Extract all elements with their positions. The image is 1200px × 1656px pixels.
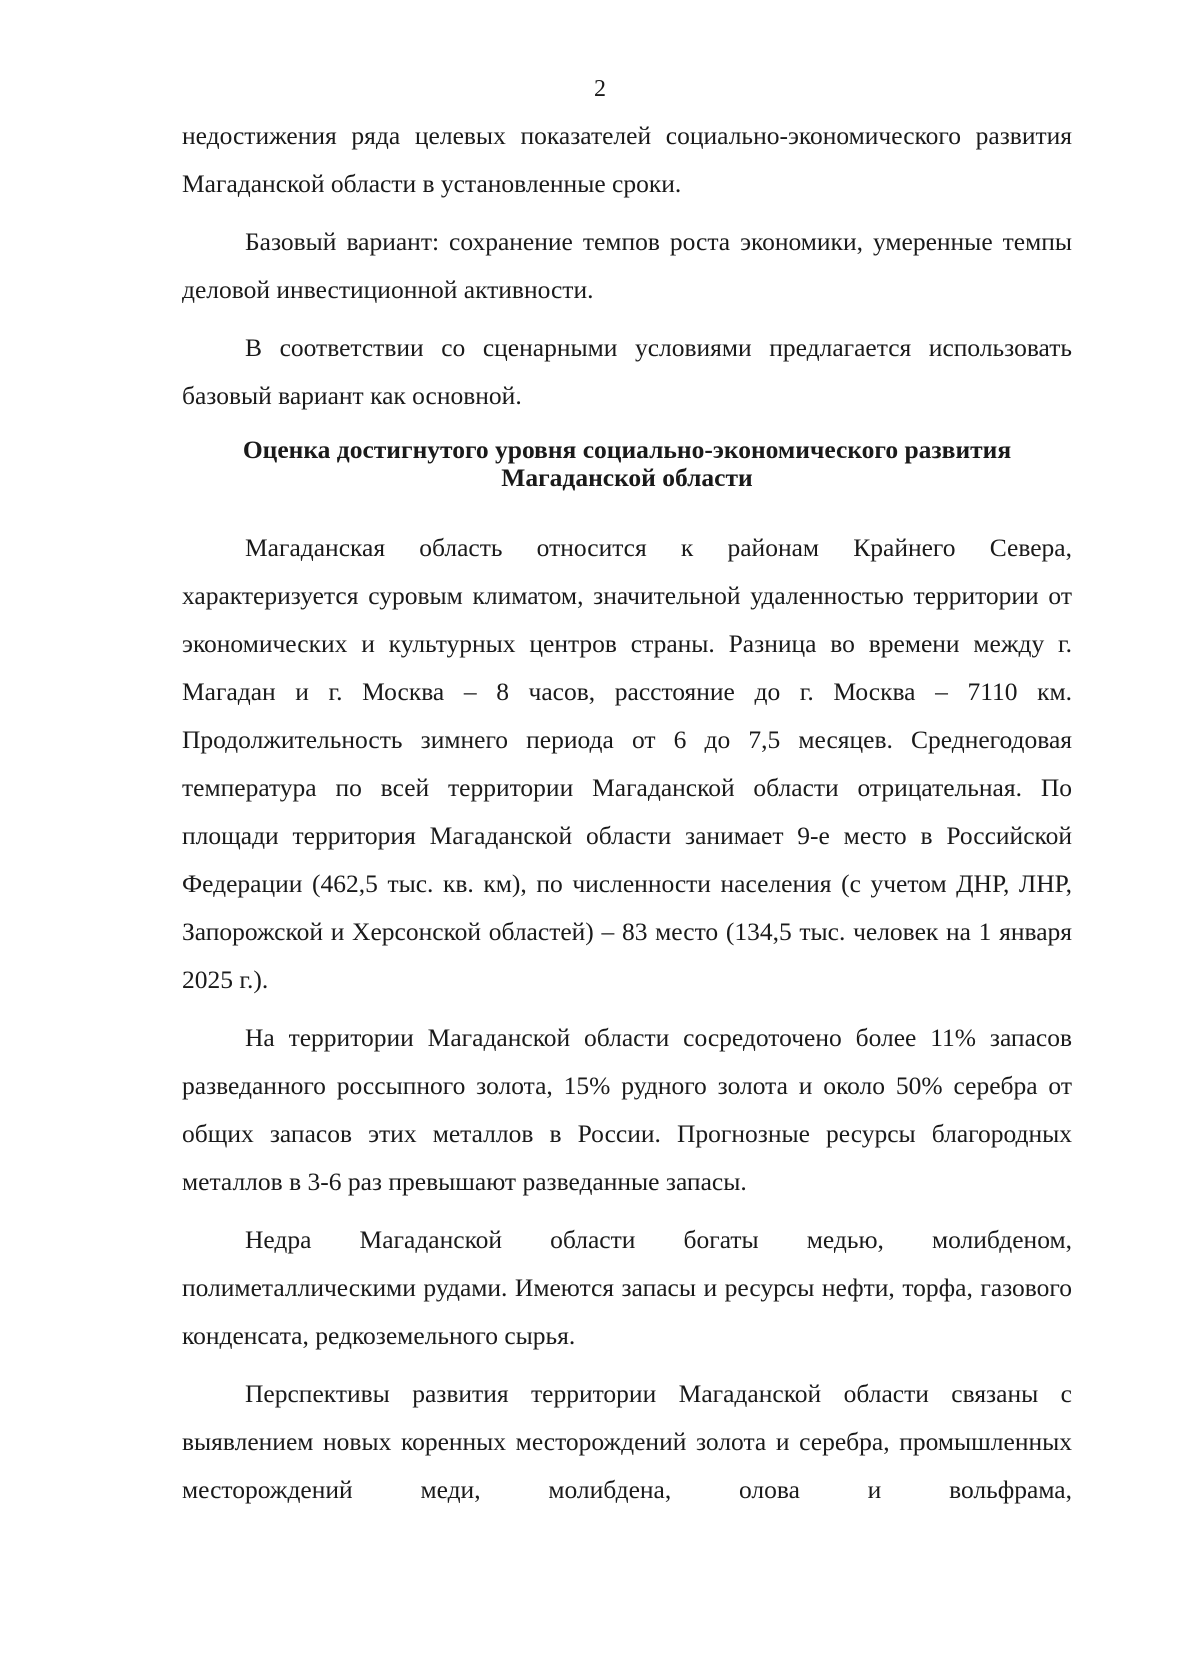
paragraph: Базовый вариант: сохранение темпов роста экономики, умеренные темпы деловой инвестиционной активности. — [182, 227, 1072, 304]
paragraph: На территории Магаданской области сосредоточено более 11% запасов разведанного россыпного золота, 15% рудного золота и около 50% серебра от общих запасов этих металлов в России. Прогнозные ресурсы благородных металлов в 3-6 раз превышают разведанные запасы. — [182, 1023, 1072, 1196]
paragraph: Перспективы развития территории Магаданской области связаны с выявлением новых коренных месторождений золота и серебра, промышленных месторождений меди, молибдена, олова и вольфрама, — [182, 1379, 1072, 1504]
main-text-block — [182, 524, 1072, 1514]
section-heading — [182, 436, 1072, 492]
paragraph: В соответствии со сценарными условиями предлагается использовать базовый вариант как основной. — [182, 333, 1072, 410]
paragraph: Магаданская область относится к районам Крайнего Севера, характеризуется суровым климатом, значительной удаленностью территории от экономических и культурных центров страны. Разница во времени между г. Магадан и г. Москва – 8 часов, расстояние до г. Москва – 7110 км. Продолжительность зимнего периода от 6 до 7,5 месяцев. Среднегодовая температура по всей территории Магаданской области отрицательная. По площади территория Магаданской области занимает 9-е место в Российской Федерации (462,5 тыс. кв. км), по численности населения (с учетом ДНР, ЛНР, Запорожской и Херсонской областей) – 83 место (134,5 тыс. человек на 1 января 2025 г.). — [182, 533, 1072, 994]
paragraph: недостижения ряда целевых показателей социально-экономического развития Магаданской области в установленные сроки. — [182, 121, 1072, 198]
page-number: 2 — [594, 76, 606, 102]
section-heading-line-1: Оценка достигнутого уровня социально-экономического развития — [242, 435, 1012, 464]
intro-text-block — [182, 112, 1072, 420]
section-heading-line-2: Магаданской области — [501, 463, 753, 492]
paragraph: Недра Магаданской области богаты медью, молибденом, полиметаллическими рудами. Имеются запасы и ресурсы нефти, торфа, газового конденсата, редкоземельного сырья. — [182, 1225, 1072, 1350]
